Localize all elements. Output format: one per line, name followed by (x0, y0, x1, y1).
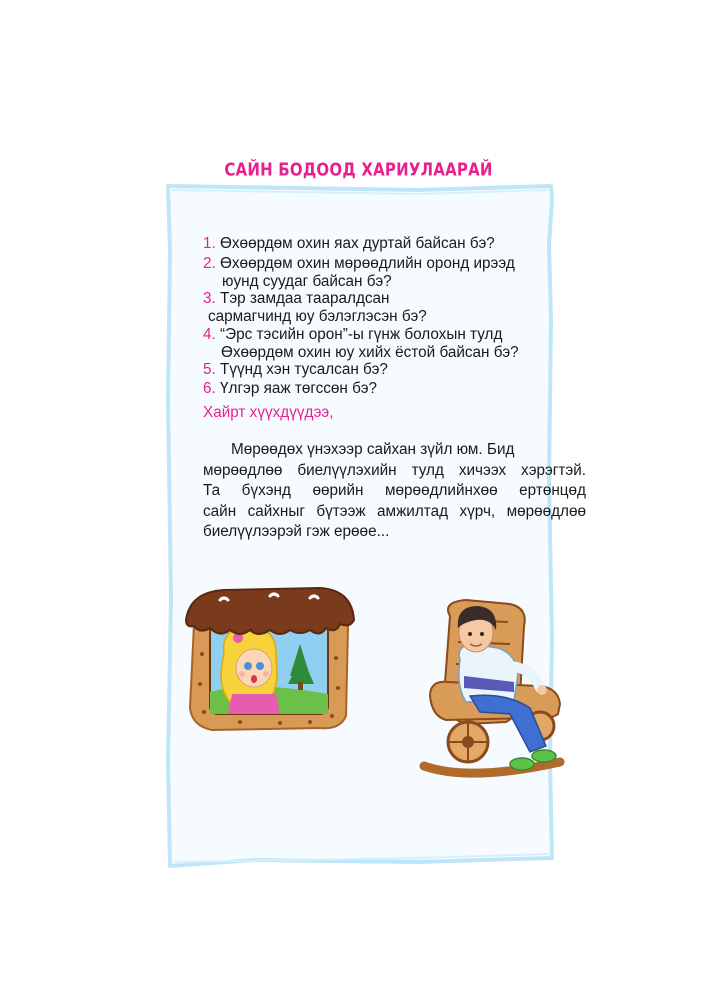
girl-in-window-illustration (180, 584, 358, 732)
question-3 (203, 290, 389, 308)
question-1 (203, 235, 495, 253)
question-text: Өхөөрдөм охин яах дуртай байсан бэ? (220, 235, 495, 252)
question-number: 2. (203, 255, 216, 272)
question-4 (203, 326, 502, 344)
paragraph-line: Мөрөөдөх үнэхээр сайхан зүйл юм. Бид (231, 441, 515, 458)
question-5 (203, 361, 388, 379)
question-text: Үлгэр яаж төгссөн бэ? (220, 380, 378, 397)
question-number: 6. (203, 380, 216, 397)
question-text: Тэр замдаа таарaлдсан (220, 290, 390, 307)
page-title: САЙН БОДООД ХАРИУЛААРАЙ (224, 159, 493, 181)
paragraph-line: сайн сайхныг бүтээж амжилтад хүрч, мөрөөдлөө (203, 503, 586, 520)
question-3-cont: сармагчинд юу бэлэглэсэн бэ? (208, 308, 427, 325)
question-text: Өхөөрдөм охин мөрөөдлийн оронд ирээд (220, 255, 515, 272)
question-text: “Эрс тэсийн орон”-ы гүнж болохын тулд (220, 326, 503, 343)
question-number: 5. (203, 361, 216, 378)
paragraph-line: мөрөөдлөө биелүүлэхийн тулд хичээх хэрэгтэй. (203, 462, 586, 479)
question-text: Түүнд хэн тусалсан бэ? (220, 361, 388, 378)
question-number: 1. (203, 235, 216, 252)
question-6 (203, 380, 377, 398)
question-number: 4. (203, 326, 216, 343)
greeting: Хайрт хүүхдүүдээ, (203, 404, 334, 421)
question-2 (203, 255, 515, 273)
paragraph-line: биелүүлээрэй гэж ерөөе... (203, 523, 390, 540)
boy-in-rocking-chair-illustration (410, 596, 578, 782)
paragraph-line: Та бүхэнд өөрийн мөрөөдлийнхөө ертөнцөд (203, 482, 586, 499)
question-4-cont: Өхөөрдөм охин юу хийх ёстой байсан бэ? (221, 344, 519, 361)
question-2-cont: юунд суудаг байсан бэ? (222, 273, 392, 290)
question-number: 3. (203, 290, 216, 307)
